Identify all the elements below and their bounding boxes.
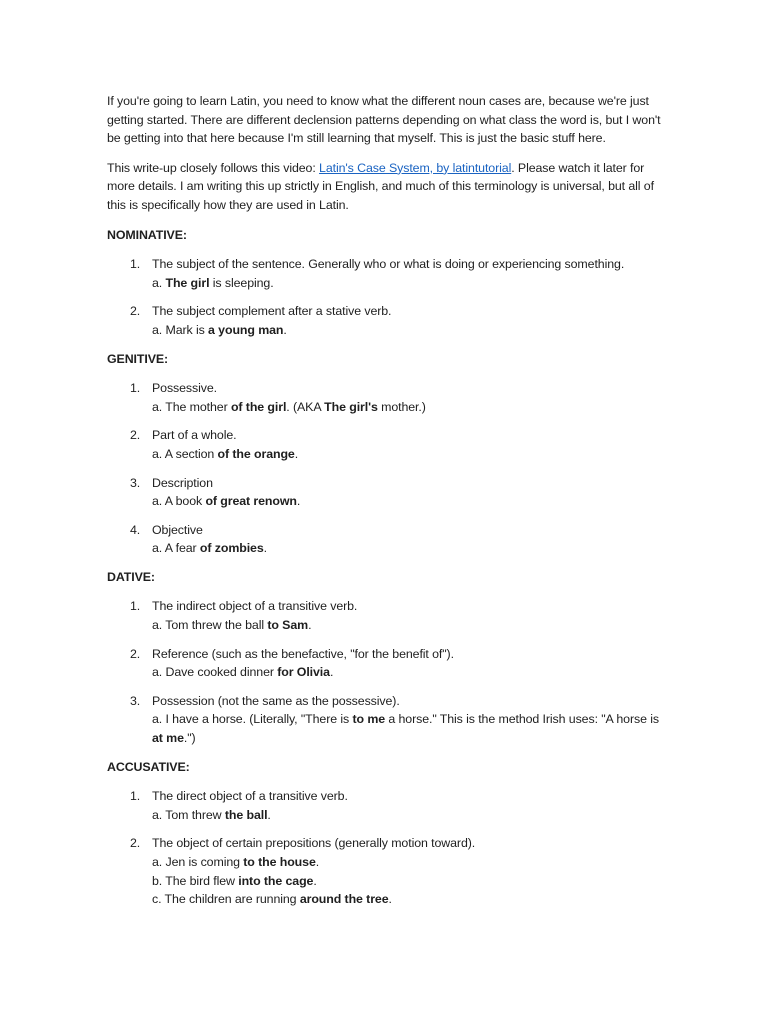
list-number: 1. [130,789,141,804]
list-number: 2. [130,304,141,319]
list-genitive [107,379,667,558]
intro-paragraph-2-start: This write-up closely follows this video: [107,160,320,175]
list-number: 3. [130,693,141,708]
intro-paragraph-2-end: . Please watch it later for more details. I am writing this up strictly in English, and much of this terminology is universal, but all of this is specifically how they are used in Latin. [107,160,654,212]
example-line: b. The bird flew into the cage. [152,873,317,888]
example-line: a. I have a horse. (Literally, "There is to me a horse." This is the method Irish uses: "A horse is at me.") [152,712,659,746]
item-text: The direct object of a transitive verb. [152,789,348,804]
list-item [107,474,667,511]
example-line: a. The girl is sleeping. [152,275,274,290]
list-number: 2. [130,836,141,851]
item-text: Possessive. [152,381,218,396]
list-item [107,379,667,416]
list-accusative [107,787,667,909]
example-line: a. A section of the orange. [152,446,299,461]
list-number: 1. [130,381,141,396]
list-dative [107,597,667,747]
example-line: a. A fear of zombies. [152,541,267,556]
list-number: 4. [130,522,141,537]
list-number: 3. [130,475,141,490]
video-link[interactable]: Latin's Case System, by latintutorial [319,160,512,175]
section-heading-dative: DATIVE: [107,569,155,584]
document-page [107,92,667,919]
item-text: The subject complement after a stative verb. [152,304,392,319]
example-line: a. Tom threw the ball. [152,807,271,822]
list-item [107,302,667,339]
example-line: c. The children are running around the tree. [152,892,392,907]
item-text: Part of a whole. [152,428,237,443]
section-heading-genitive: GENITIVE: [107,351,169,366]
item-text: Description [152,475,213,490]
example-line: a. A book of great renown. [152,494,301,509]
list-item [107,426,667,463]
list-nominative [107,255,667,339]
item-text: The object of certain prepositions (generally motion toward). [152,836,476,851]
list-item [107,787,667,824]
list-item [107,521,667,558]
item-text: The subject of the sentence. Generally who or what is doing or experiencing something. [152,257,625,272]
list-item [107,692,667,748]
list-item [107,834,667,908]
example-line: a. Jen is coming to the house. [152,855,320,869]
list-item [107,255,667,292]
list-number: 2. [130,428,141,443]
section-heading-accusative: ACCUSATIVE: [107,759,190,774]
section-heading-nominative: NOMINATIVE: [107,227,187,242]
item-text: Possession (not the same as the possessive). [152,693,400,708]
example-line: a. Mark is a young man. [152,322,287,337]
example-line: a. The mother of the girl. (AKA The girl's mother.) [152,399,426,414]
item-text: Reference (such as the benefactive, "for the benefit of"). [152,646,454,661]
list-number: 1. [130,599,141,614]
example-line: a. Tom threw the ball to Sam. [152,618,312,633]
list-number: 1. [130,257,141,272]
item-text: Objective [152,522,203,537]
list-item [107,597,667,634]
item-text: The indirect object of a transitive verb. [152,599,358,614]
intro-paragraph-2 [107,159,667,215]
list-number: 2. [130,646,141,661]
example-line: a. Dave cooked dinner for Olivia. [152,665,334,680]
intro-paragraph-1: If you're going to learn Latin, you need to know what the different noun cases are, because we're just getting started. There are different declension patterns depending on what class the word is, but I won't be getting into that here because I'm still learning that myself. This is just the basic stuff here. [107,94,661,146]
list-item [107,645,667,682]
